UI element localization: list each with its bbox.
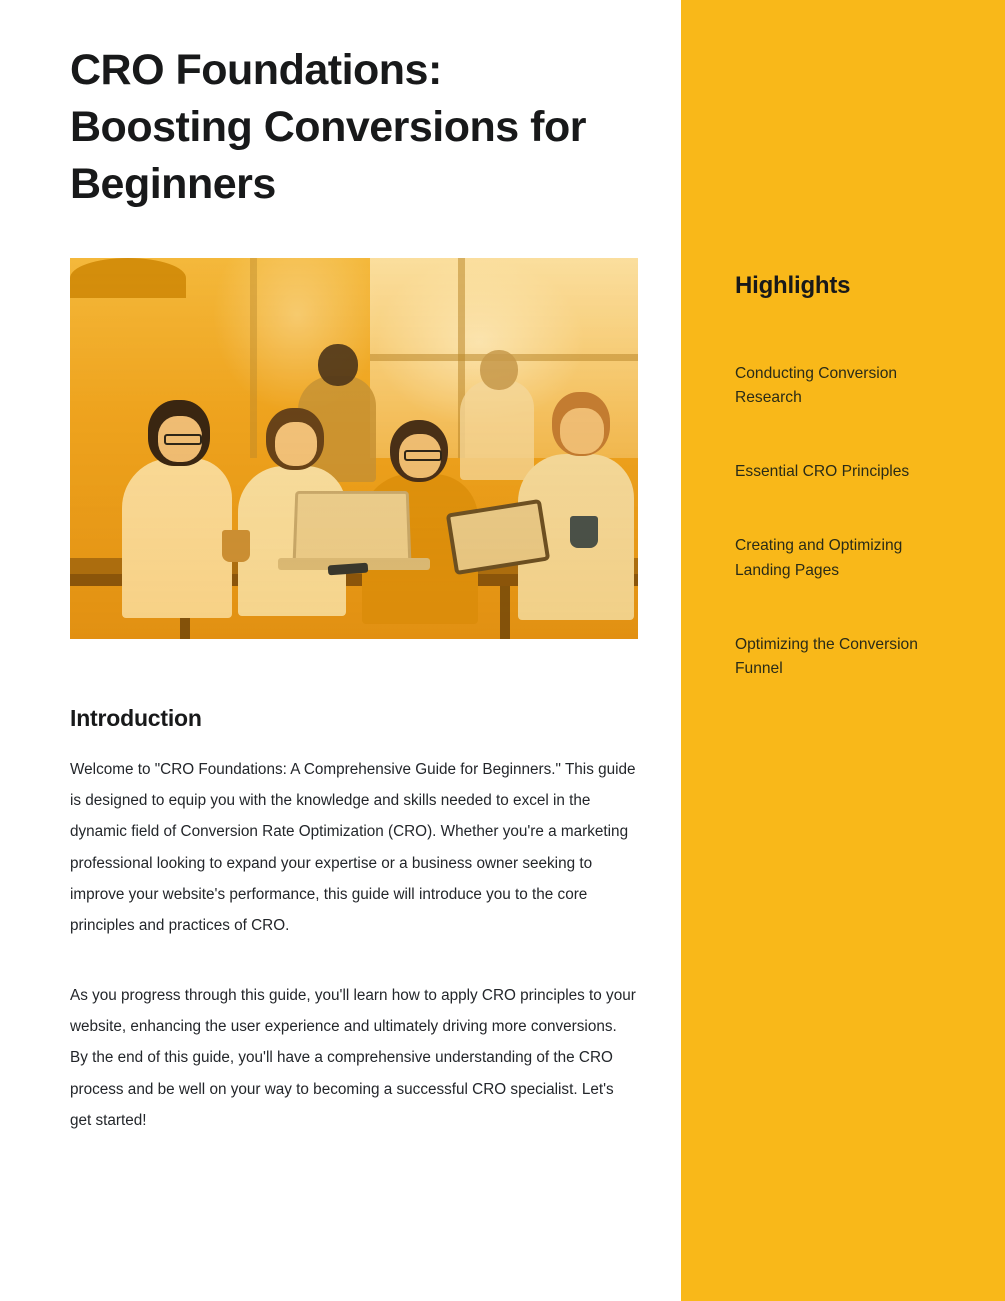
introduction-paragraph-2: As you progress through this guide, you'll learn how to apply CRO principles to your website, enhancing the user experience and ultimately driving more conversions. By the end of this guide, you'll have a comprehensive understanding of the CRO process and be well on your way to becoming a successful CRO specialist. Let's get started!	[70, 986, 636, 1129]
hero-image	[70, 258, 638, 639]
sidebar-heading: Highlights	[735, 272, 851, 299]
list-item: Optimizing the Conversion Funnel	[735, 635, 918, 677]
list-item: Essential CRO Principles	[735, 463, 910, 481]
highlights-list	[735, 362, 959, 681]
page-title: CRO Foundations: Boosting Conversions for Beginners	[70, 46, 586, 209]
section-heading-introduction: Introduction	[70, 704, 202, 731]
sidebar	[681, 0, 1005, 1301]
list-item: Conducting Conversion Research	[735, 365, 898, 407]
photo-color-overlay	[70, 258, 638, 639]
introduction-paragraph-1: Welcome to "CRO Foundations: A Comprehensive Guide for Beginners." This guide is designed to equip you with the knowledge and skills needed to excel in the dynamic field of Conversion Rate Optimization (CRO). Whether you're a marketing professional looking to expand your expertise or a business owner seeking to improve your website's performance, this guide will introduce you to the core principles and practices of CRO.	[70, 760, 636, 935]
list-item: Creating and Optimizing Landing Pages	[735, 537, 903, 579]
